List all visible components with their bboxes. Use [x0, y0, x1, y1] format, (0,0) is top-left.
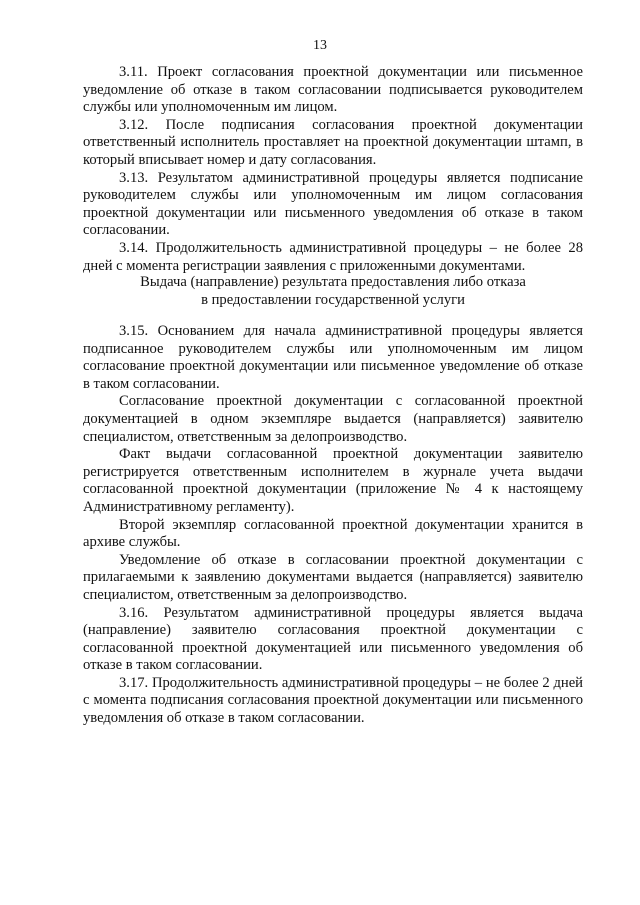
section-procedure-steps [83, 64, 583, 275]
paragraph-3-14: 3.14. Продолжительность административной процедуры – не более 28 дней с момента регистрации заявления с приложенными документами. [83, 239, 583, 274]
paragraph-3-16: 3.16. Результатом административной процедуры является выдача (направление) заявителю согласования проектной документации с согласованной проектной документацией или письменного уведомления об отказе в таком согласовании. [83, 604, 583, 674]
paragraph-second-copy: Второй экземпляр согласованной проектной документации хранится в архиве службы. [83, 516, 583, 551]
paragraph-3-12: 3.12. После подписания согласования проектной документации ответственный исполнитель проставляет на проектной документации штамп, в который вписывает номер и дату согласования. [83, 116, 583, 168]
paragraph-3-15: 3.15. Основанием для начала административной процедуры является подписанное руководителем службы или уполномоченным им лицом согласование проектной документации или письменное уведомление об отказе в таком согласовании. [83, 323, 583, 392]
section-heading-line-1: Выдача (направление) результата предоставления либо отказа [140, 274, 526, 290]
page-number: 13 [313, 38, 327, 53]
paragraph-3-11: 3.11. Проект согласования проектной документации или письменное уведомление об отказе в таком согласовании подписывается руководителем службы или уполномоченным им лицом. [83, 64, 583, 116]
section-heading-line-2: в предоставлении государственной услуги [201, 291, 465, 308]
section-heading [83, 274, 583, 309]
section-result-delivery [83, 323, 583, 728]
paragraph-3-13: 3.13. Результатом административной процедуры является подписание руководителем службы или уполномоченным им лицом согласования проектной документации или письменного уведомления об отказе в таком согласовании. [83, 169, 583, 239]
paragraph-refusal-notice: Уведомление об отказе в согласовании проектной документации с прилагаемыми к заявлению документами выдается (направляется) заявителю специалистом, ответственным за делопроизводство. [83, 551, 583, 603]
paragraph-3-17: 3.17. Продолжительность административной процедуры – не более 2 дней с момента подписания согласования проектной документации или письменного уведомления об отказе в таком согласовании. [83, 674, 583, 727]
paragraph-issue-registration: Факт выдачи согласованной проектной документации заявителю регистрируется ответственным исполнителем в журнале учета выдачи согласованной проектной документации (приложение № 4 к настоящему Административному регламенту). [83, 446, 583, 515]
paragraph-agreement-issue: Согласование проектной документации с согласованной проектной документацией в одном экземпляре выдается (направляется) заявителю специалистом, ответственным за делопроизводство. [83, 393, 583, 445]
